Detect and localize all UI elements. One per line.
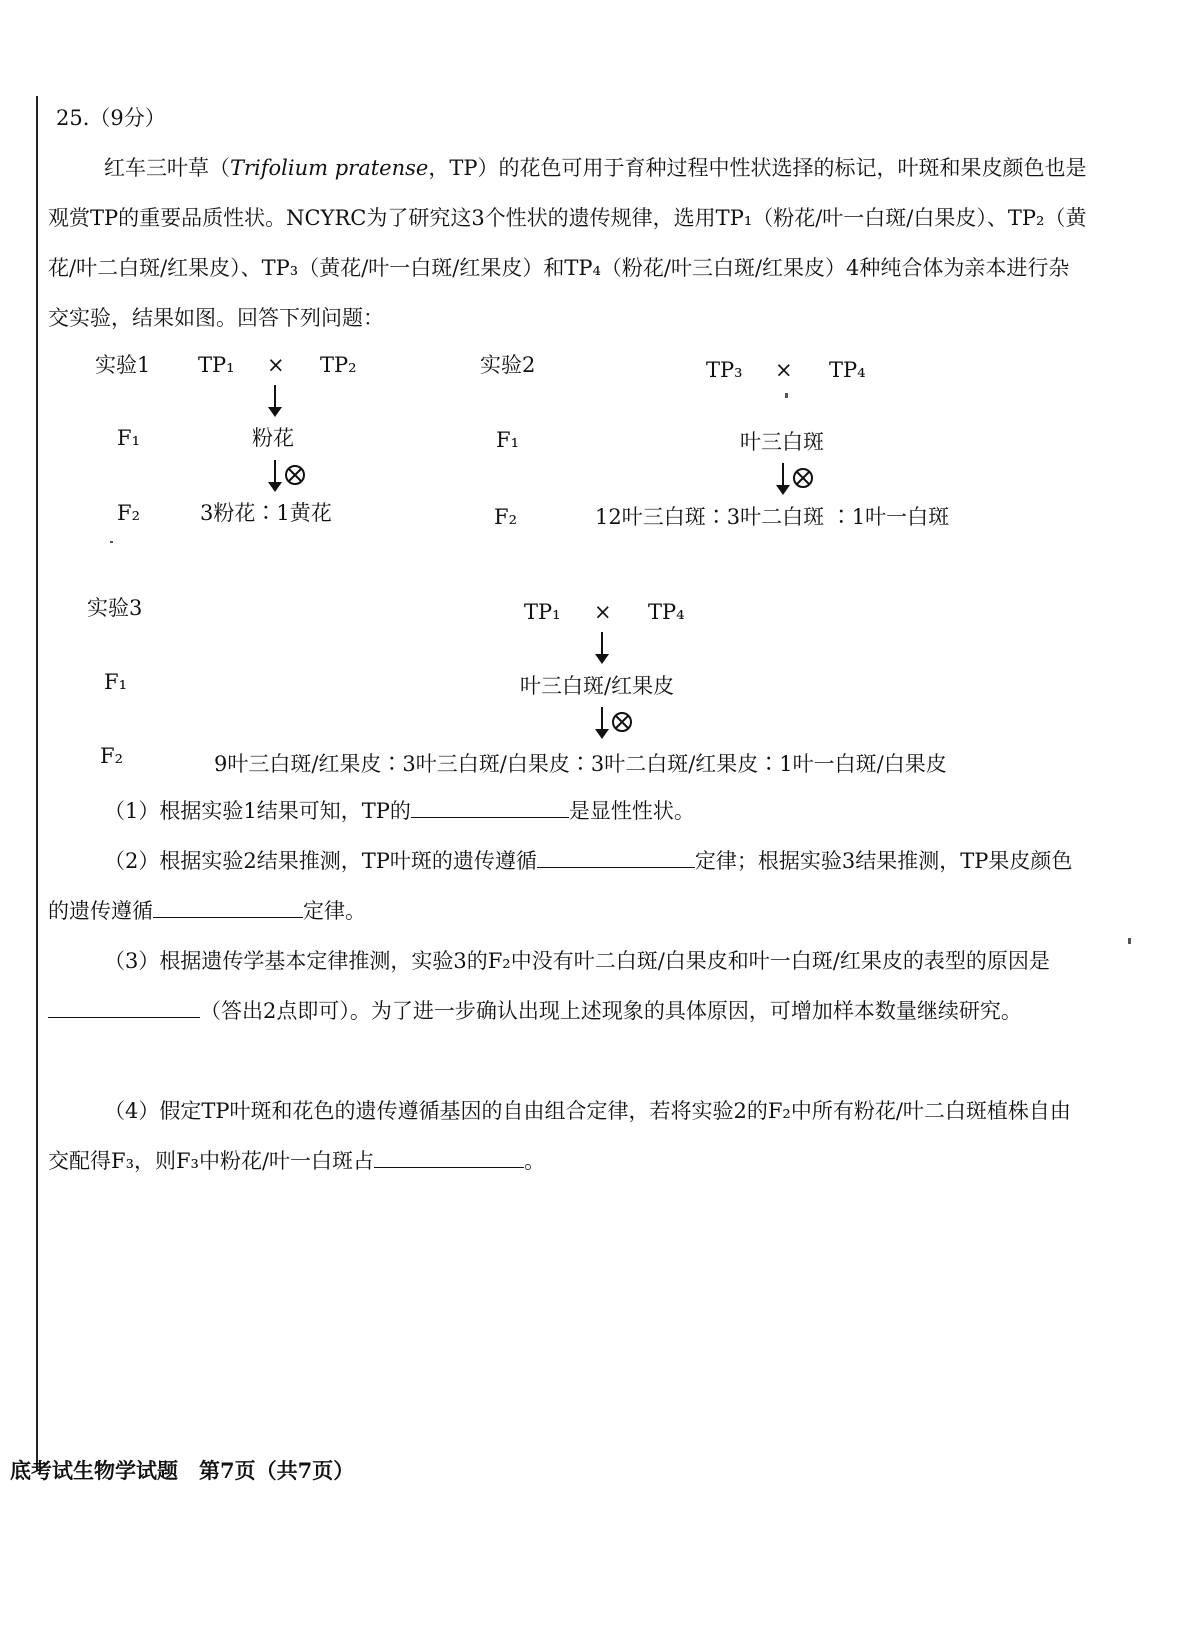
question-intro bbox=[48, 143, 1088, 343]
exp1-f2-result: 3粉花∶1黄花 bbox=[200, 501, 332, 525]
exp2-f2-result: 12叶三白斑∶3叶二白斑 ∶1叶一白斑 bbox=[595, 505, 950, 529]
exp1-arrow-1 bbox=[274, 385, 276, 415]
q2-text-pre: （2）根据实验2结果推测，TP叶斑的遗传遵循 bbox=[104, 849, 537, 873]
species-name: Trifolium pratense bbox=[230, 156, 429, 180]
subquestion-1 bbox=[48, 786, 1088, 836]
exp2-f1-label: F₁ bbox=[496, 428, 519, 452]
exp1-f1-label: F₁ bbox=[117, 426, 140, 450]
scan-speck bbox=[1128, 938, 1131, 944]
q1-text-post: 是显性性状。 bbox=[568, 799, 695, 823]
q1-answer-blank[interactable] bbox=[411, 796, 569, 818]
exp2-selfing-icon bbox=[793, 468, 813, 488]
exp3-arrow-1 bbox=[601, 632, 603, 662]
exp2-cross-symbol: × bbox=[775, 358, 793, 382]
exp3-parent-1: TP₁ bbox=[524, 600, 561, 624]
q4-answer-blank[interactable] bbox=[374, 1146, 524, 1168]
subquestion-2 bbox=[48, 836, 1088, 936]
scan-speck bbox=[110, 541, 113, 543]
exp2-label: 实验2 bbox=[480, 353, 536, 377]
exp1-selfing-icon bbox=[285, 465, 305, 485]
q3-text-pre: （3）根据遗传学基本定律推测，实验3的F₂中没有叶二白斑/白果皮和叶一白斑/红果皮的表型的原因是 bbox=[104, 949, 1050, 973]
exp3-f2-label: F₂ bbox=[100, 744, 123, 768]
exp3-f2-result: 9叶三白斑/红果皮∶3叶三白斑/白果皮∶3叶二白斑/红果皮∶1叶一白斑/白果皮 bbox=[214, 752, 947, 776]
intro-text-pre: 红车三叶草（ bbox=[104, 156, 230, 180]
exp2-f2-label: F₂ bbox=[494, 505, 517, 529]
exp3-selfing-icon bbox=[612, 712, 632, 732]
exp1-parent-1: TP₁ bbox=[198, 353, 235, 377]
exp1-arrow-2 bbox=[274, 460, 276, 490]
exp1-parent-2: TP₂ bbox=[320, 353, 357, 377]
q2-answer-blank-1[interactable] bbox=[537, 846, 695, 868]
exp1-f1-result: 粉花 bbox=[252, 426, 294, 450]
q3-answer-blank[interactable] bbox=[48, 996, 200, 1018]
exp1-label: 实验1 bbox=[95, 353, 151, 377]
question-heading: 25.（9分） bbox=[56, 106, 166, 130]
exp1-cross-symbol: × bbox=[267, 353, 285, 377]
page-footer: 底考试生物学试题 第7页（共7页） bbox=[10, 1458, 355, 1483]
q4-text-post: 。 bbox=[524, 1149, 546, 1173]
exp3-f1-result: 叶三白斑/红果皮 bbox=[520, 674, 675, 698]
exp2-parent-1: TP₃ bbox=[706, 358, 743, 382]
q4-text-pre: （4）假定TP叶斑和花色的遗传遵循基因的自由组合定律，若将实验2的F₂中所有粉花/叶二白斑植株自由交配得F₃，则F₃中粉花/叶一白斑占 bbox=[48, 1099, 1071, 1173]
q2-text-mid: 定律；根据实验3结果推测，TP果皮颜色的遗传遵循 bbox=[48, 849, 1073, 923]
q3-text-post: （答出2点即可）。为了进一步确认出现上述现象的具体原因，可增加样本数量继续研究。 bbox=[200, 999, 1022, 1023]
scan-speck bbox=[785, 393, 788, 398]
exp3-label: 实验3 bbox=[87, 596, 143, 620]
exp2-parent-2: TP₄ bbox=[829, 358, 866, 382]
exp2-arrow bbox=[782, 463, 784, 493]
exp3-cross-symbol: × bbox=[594, 600, 612, 624]
intro-text-post: ，TP）的花色可用于育种过程中性状选择的标记，叶斑和果皮颜色也是观赏TP的重要品质性状。NCYRC为了研究这3个性状的遗传规律，选用TP₁（粉花/叶一白斑/白果皮）、TP₂（黄花/叶二白斑/红果皮）、TP₃（黄花/叶一白斑/红果皮）和TP₄（粉花/叶三白斑/红果皮）4种纯合体为亲本进行杂交实验，结果如图。回答下列问题： bbox=[48, 156, 1087, 330]
subquestion-3 bbox=[48, 936, 1088, 1036]
q2-text-post: 定律。 bbox=[303, 899, 366, 923]
exp3-arrow-2 bbox=[601, 707, 603, 737]
exp2-f1-result: 叶三白斑 bbox=[740, 430, 824, 454]
q1-text-pre: （1）根据实验1结果可知，TP的 bbox=[104, 799, 411, 823]
subquestion-4 bbox=[48, 1086, 1088, 1186]
q2-answer-blank-2[interactable] bbox=[153, 896, 303, 918]
margin-line bbox=[36, 96, 38, 1471]
exp3-parent-2: TP₄ bbox=[648, 600, 685, 624]
exp1-f2-label: F₂ bbox=[117, 501, 140, 525]
exp3-f1-label: F₁ bbox=[104, 670, 127, 694]
